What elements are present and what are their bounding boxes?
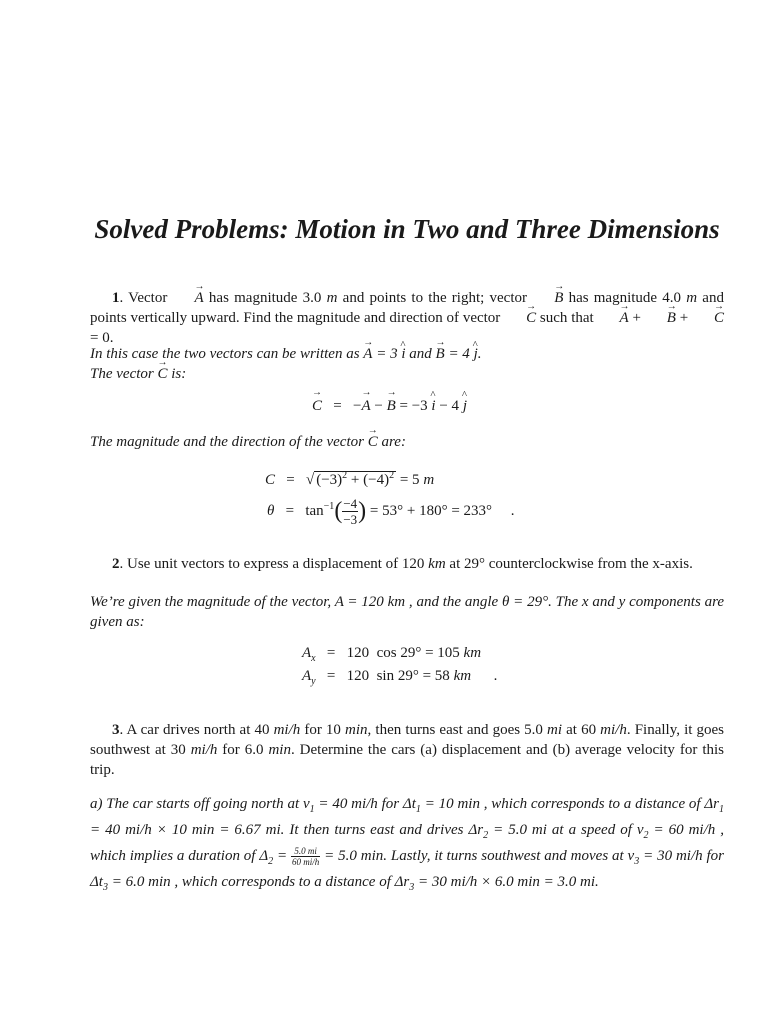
equation-vector-c: → C = −→ A − → B = −3 ^ i − 4 ^ j: [312, 398, 467, 415]
problem-number: 3: [112, 722, 120, 738]
problem-number: 1: [112, 290, 120, 306]
problem-1-statement: 1. Vector → A has magnitude 3.0 m and points to the right; vector → B has magnitude 4.0 m and points vertically upward. Find the magnitude and direction of vector → C such that → A + → B + → C = 0.: [90, 288, 724, 348]
page-title: Solved Problems: Motion in Two and Three Dimensions: [94, 214, 720, 244]
problem-number: 2: [112, 556, 120, 572]
equation-angle: $\theta = \tan^{-1}$( $\frac{-4}{-3}$ ) = 53° + 180° = 233° .: [267, 496, 515, 527]
problem-1-solution-intro: In this case the two vectors can be written as → A = 3 ^ i and → B = 4 ^ j. The vector → C is:: [90, 344, 724, 384]
equation-magnitude: C = √ $(-3)^2 + (-4)^2 = 5$ m: [265, 470, 435, 488]
problem-3-solution-a: a) The car starts off going north at $v_1 = 40$ mi/h for $\Delta t_1 = 10$ min , which corresponds to a distance of $\Delta r_1 = 40$ mi/h × 10 min = 6.67 mi. It then turns east and drives $\Delta r_2 = 5.0$ mi at a speed of $v_2 = 60$ mi/h , which implies a duration of $\Delta_2$ = $\frac{5.0 mi}{60 mi/h}$ = 5.0 min. Lastly, it turns southwest and moves at $v_3 = 30$ mi/h for $\Delta t_3 = 6.0$ min , which corresponds to a distance of $\Delta r_3 = 30$ mi/h × 6.0 min = 3.0 mi.: [90, 796, 725, 893]
magnitude-direction-text: The magnitude and the direction of the vector → C are:: [90, 432, 724, 452]
problem-3-statement: 3. A car drives north at 40 mi/h for 10 min, then turns east and goes 5.0 mi at 60 mi/h. Finally, it goes southwest at 30 mi/h for 6.0 min. Determine the cars (a) displacement and (b) average velocity for this trip.: [90, 722, 724, 778]
equation-ax: $A_x = 120$ cos 29° = 105 km: [302, 645, 482, 664]
equation-ay: $A_y = 120$ sin 29° = 58 km .: [302, 668, 498, 687]
problem-2-solution-text: We’re given the magnitude of the vector, A = 120 km , and the angle θ = 29°. The x and y components are given as:: [90, 594, 725, 630]
problem-2-statement: 2. Use unit vectors to express a displacement of 120 km at 29° counterclockwise from the x-axis.: [112, 556, 693, 572]
